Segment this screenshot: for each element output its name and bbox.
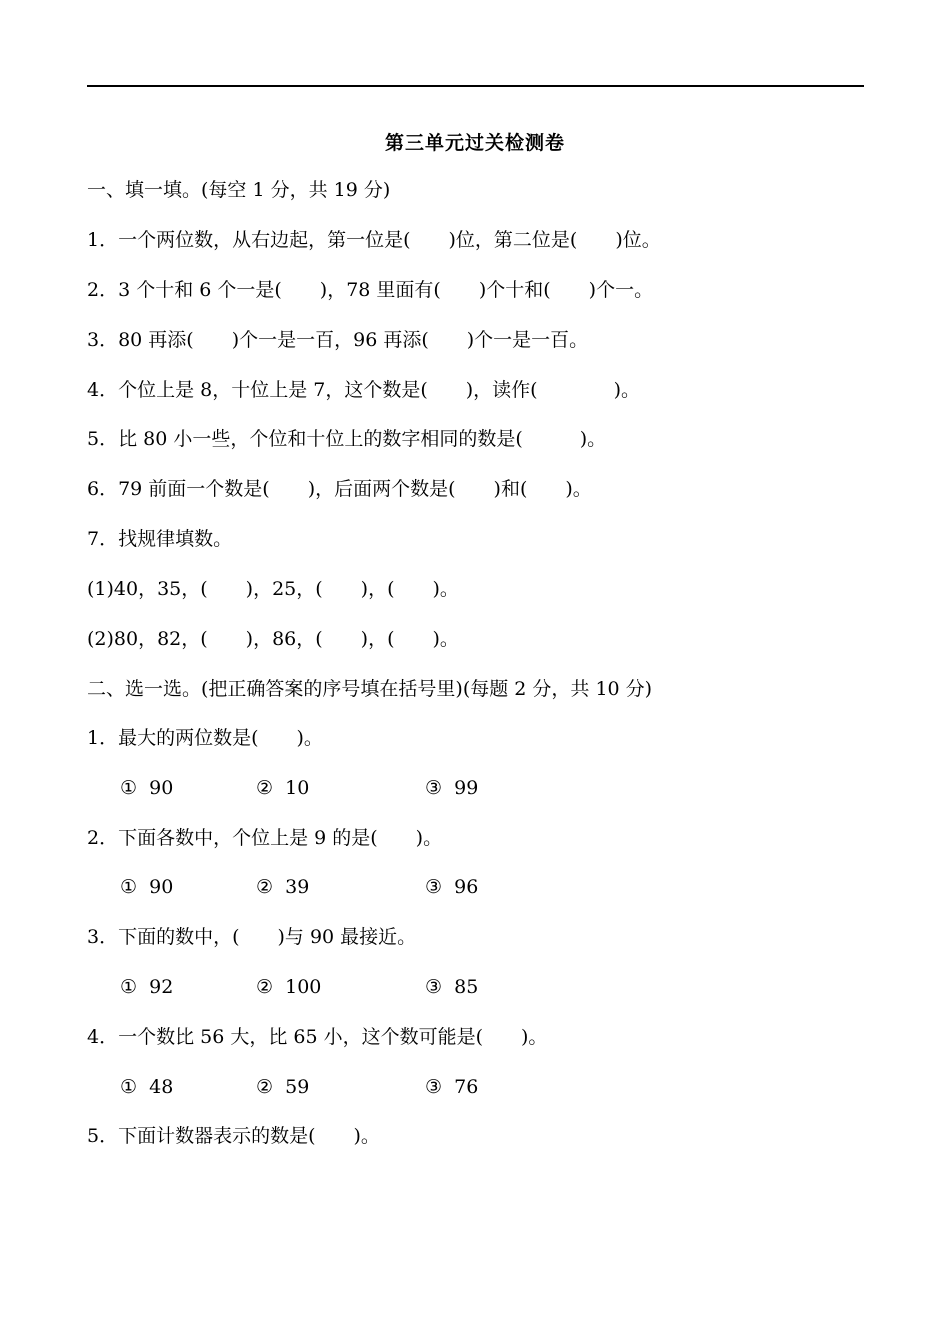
question-1-4: 4．个位上是 8，十位上是 7，这个数是( )，读作( )。 (87, 379, 640, 401)
option-1: ① 90 (120, 876, 174, 898)
question-1-6: 6．79 前面一个数是( )，后面两个数是( )和( )。 (87, 478, 592, 500)
question-1-1: 1．一个两位数，从右边起，第一位是( )位，第二位是( )位。 (87, 229, 661, 251)
option-1: ① 48 (120, 1076, 174, 1098)
option-3: ③ 76 (425, 1076, 479, 1098)
question-1-2: 2．3 个十和 6 个一是( )，78 里面有( )个十和( )个一。 (87, 279, 654, 301)
question-1-7-2: (2)80，82，( )，86，( )，( )。 (87, 628, 459, 650)
option-2: ② 10 (256, 777, 310, 799)
option-1: ① 92 (120, 976, 174, 998)
question-1-7-1: (1)40，35，( )，25，( )，( )。 (87, 578, 459, 600)
page-title: 第三单元过关检测卷 (384, 132, 565, 154)
option-3: ③ 96 (425, 876, 479, 898)
option-2: ② 59 (256, 1076, 310, 1098)
option-3: ③ 85 (425, 976, 479, 998)
question-2-4: 4．一个数比 56 大，比 65 小，这个数可能是( )。 (87, 1026, 548, 1048)
option-3: ③ 99 (425, 777, 479, 799)
question-1-7: 7．找规律填数。 (87, 528, 233, 550)
question-2-5: 5．下面计数器表示的数是( )。 (87, 1125, 380, 1147)
question-1-5: 5．比 80 小一些，个位和十位上的数字相同的数是( )。 (87, 428, 607, 450)
header-rule (87, 85, 864, 87)
question-2-1: 1．最大的两位数是( )。 (87, 727, 323, 749)
option-2: ② 100 (256, 976, 322, 998)
section2-heading: 二、选一选。(把正确答案的序号填在括号里)(每题 2 分，共 10 分) (87, 678, 653, 700)
question-2-2: 2．下面各数中，个位上是 9 的是( )。 (87, 827, 443, 849)
option-1: ① 90 (120, 777, 174, 799)
section1-heading: 一、填一填。(每空 1 分，共 19 分) (87, 179, 391, 201)
question-2-3: 3．下面的数中，( )与 90 最接近。 (87, 926, 417, 948)
option-2: ② 39 (256, 876, 310, 898)
question-1-3: 3．80 再添( )个一是一百，96 再添( )个一是一百。 (87, 329, 589, 351)
